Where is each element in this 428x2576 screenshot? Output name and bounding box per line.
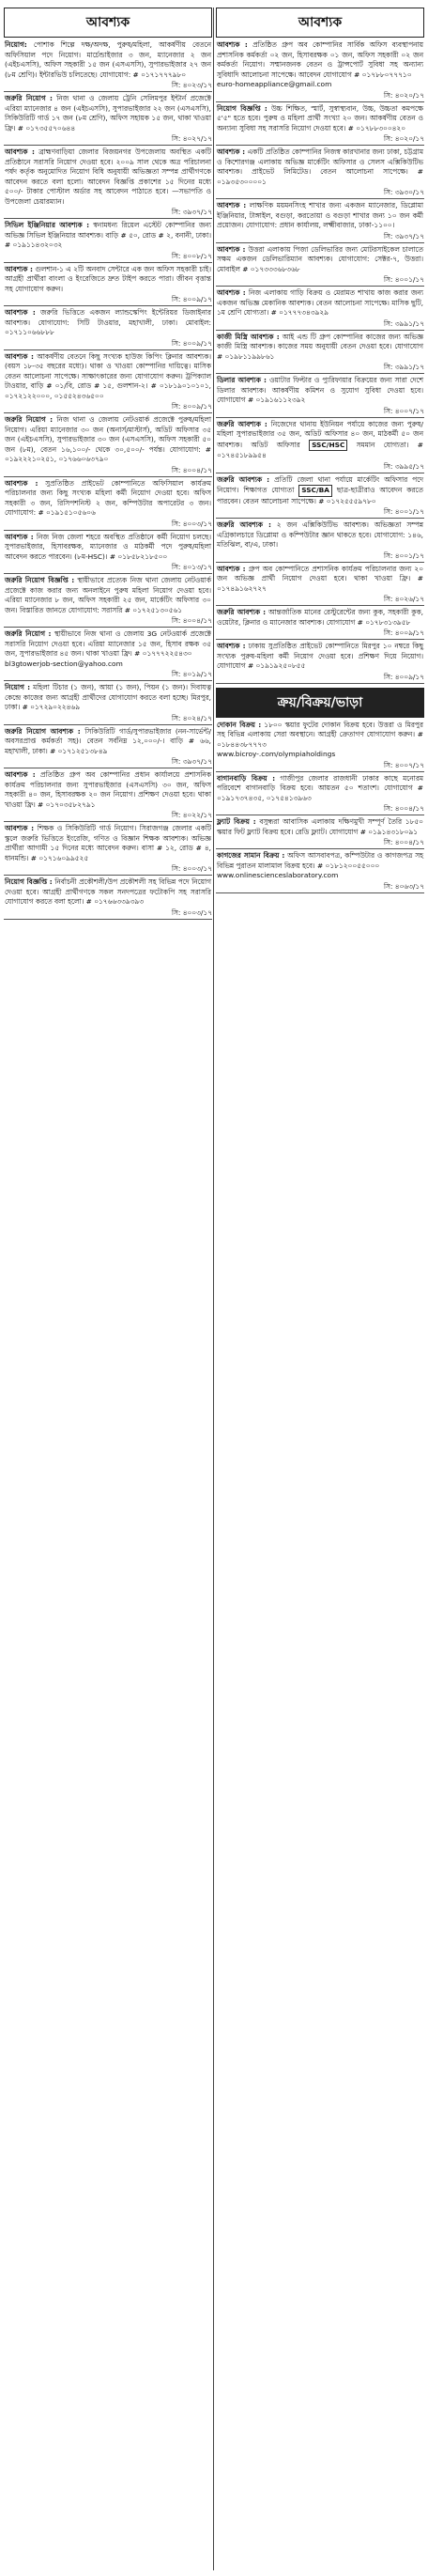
ad-title: আবশ্যক : [217,147,246,156]
ad-item [216,288,424,319]
ad-list [216,40,424,684]
ad-reference: সি: ৩৯৩৭/১৭ [171,208,212,216]
ad-divider [4,145,212,146]
ad-divider [216,605,424,606]
ad-divider [4,349,212,350]
ad-title: আবশ্যক : [5,478,38,488]
ad-divider [216,242,424,243]
column-divider [213,8,214,2570]
ad-divider [216,562,424,563]
ad-title: দোকান বিক্রয় : [217,720,262,729]
ad-body: উচ্চ শিক্ষিত, স্মার্ট, সুস্বাস্থ্যবান, উচ্চ, উচ্চতা কমপক্ষে ৫'৫" হতে হবে। পুরুষ ও মহিলা প্রার্থী সংখ্যা ২০ জন। আকর্ষণীয় বেতন ও অন্যান্য সুবিধা সহ সরাসরি নিয়োগ দেওয়া হবে। # ০১৭৮৮৩০০৪২০ [217,103,423,132]
ad-divider [4,262,212,263]
ad-reference: সি: ৪০২০/১৭ [383,134,424,143]
ad-reference: সি: ৪০০৮/১৭ [171,251,212,260]
ad-divider [4,875,212,876]
ad-body: প্রতিষ্ঠিত গ্রুপ অব কোম্পানির সার্বিক অফিস ব্যবস্থাপনায় প্রশাসনিক কর্মকর্তা ০২ জন, হিসাবরক্ষক ০১ জন, অফিস সহকারী ০২ জন কর্মকর্তা নিয়োগ। সম্মানজনক বেতন ও ট্রান্সপোর্ট সুবিধা সহ অন্যান্য সুবিধাদি আলোচনা সাপেক্ষে। আবেদন যোগাযোগ # ০১৭৮৮০৭৭৭১০ [217,40,423,79]
ad-title: জরুরি নিয়োগ আবশ্যক : [5,726,81,736]
ad-title: আবশ্যক : [5,824,35,832]
ad-body: গুলশান-১ এ ২টি অনবাদ সেন্টারে এক জন অফিস সহকারী চাই। আগ্রহী প্রার্থীরা বাংলা ও ইংরেজিতে দ্রুত টাইপ করতে পারা। জীবন বৃত্তান্ত সহ যোগাযোগ করুন। [5,264,211,293]
ad-reference: সি: ৪০০৯/১৭ [171,295,212,303]
ad-title: আবশ্যক : [217,244,246,254]
ad-item [216,642,424,673]
ad-reference: সি: ৪০০৯/১৭ [171,338,212,348]
ad-divider [216,892,424,893]
ad-item [216,721,424,761]
ad-reference: সি: ৪০০৪/১৭ [383,838,424,846]
ad-divider [4,91,212,92]
ad-title: নিয়োগ: [5,40,27,49]
ad-item [4,824,212,864]
ad-divider [4,627,212,628]
ad-divider [216,286,424,287]
ad-divider [4,218,212,219]
ad-item [4,533,212,564]
ad-item [4,877,212,908]
ad-divider [216,848,424,849]
ad-body: ঢাকায় সুপ্রতিষ্ঠিত প্রাইভেট কোম্পানিতে মিরপুর ১০ নম্বরে কিছু সংখ্যক পুরুষ-মহিলা কর্মী নিয়োগ দেওয়া হবে। প্রশিক্ষণ দিয়ে নিয়োগ। যোগাযোগ # ০১৯১৯২৫০৮৫৫ [217,642,423,670]
ad-item [4,415,212,466]
ad-divider [4,573,212,574]
ad-divider [4,919,212,920]
ad-body: উত্তরা এলাকায় পিজা ডেলিভারির জন্য মোটরসাইকেল চালাতে সক্ষম একজন ডেলিভারিম্যান আবশ্যক। যোগাযোগ: সেক্টর-৭, উত্তরা। মোবাইল # ০১৭৩৩৩৬৮৩৬৮ [217,244,423,273]
ad-reference: সি: ৪০২৪/১৭ [171,713,212,722]
ad-item [4,352,212,403]
ad-title: আবশ্যক : [5,351,34,361]
ad-body: বসুন্ধরা আবাসিক এলাকায় দক্ষিণমুখী সম্পূর্ণ তৈরি ১৮৫০ স্কয়ার ফিট ফ্ল্যাট বিক্রয় হবে। রেডি ফ্ল্যাট। যোগাযোগ # ০১৯১৪৩১৮০৯১ [217,817,423,836]
classified-heading: ক্রয়/বিক্রয়/ভাড়া [216,688,424,718]
ad-title: আবশ্যক : [217,642,246,650]
ad-reference: সি: ৪০২৭/১৭ [171,134,212,143]
left-column [4,8,212,922]
ad-reference: সি: ৪০০৯/১৭ [171,402,212,411]
ad-body: প্রতিষ্ঠিত গ্রুপ অব কোম্পানির প্রধান কার্যালয়ে প্রশাসনিক কার্যক্রম পরিচালনার জন্য সুপারভাইজার (এসএসসি) ৩০ জন, অফিস সহকারী ৪০ জন, হিসাবরক্ষক ২০ জন নিয়োগ। প্রশিক্ষণ দেওয়া হবে। থাকা খাওয়া ফ্রি। # ০১৭০৩৫৮২৭৯১ [5,770,211,809]
ad-item [216,608,424,628]
ad-reference: সি: ৪০২৬/১৭ [383,595,424,603]
ad-title: জরুরি আবশ্যক : [217,474,270,484]
ad-title: আবশ্যক : [5,264,33,273]
ad-item [216,565,424,596]
ad-reference: সি: ৪০১৩/১৭ [171,563,212,571]
ad-title: বাগানবাড়ি বিক্রয় : [217,773,276,783]
ad-title: জরুরি নিয়োগ : [5,415,54,424]
ad-list [4,40,212,920]
ad-body: নিজ থানা ও জেলায় নেটওয়ার্ক প্রজেক্টে পুরুষ/মহিলা নিয়োগ। এরিয়া ম্যানেজার ৩০ জন (অনার্স/মাস্টার্স), অডিট অফিসার ৩৫ জন (এইচএসসি), সুপারভাইজার ৩০ জন (এসএসসি), অফিস সহকারী ৫০ জন (৮ম), বেতন ১৬,১০০/- থেকে ৩০,৫০০/- পর্যন্ত। যোগাযোগ: # ০১৯২২২১০২৫১, ০১৭৬৬০৬৩৭৯০ [5,415,211,463]
ad-item [216,40,424,91]
ad-body-tail: সমমান যোগ্যতা। # ০১৭৪৫১৮৯৯৫৪ [217,440,423,459]
ad-reference: সি: ৪০০১/১৭ [383,275,424,284]
ad-body: শিক্ষক ও সিকিউরিটি গার্ড নিয়োগ। সিরাজগঞ্জ জেলার একটি স্কুলে জরুরি ভিত্তিতে ইংরেজি, গণিত ও বিজ্ঞান শিক্ষক আবশ্যক। অভিজ্ঞ প্রার্থীরা আগামী ১৫ দিনের মধ্যে আবেদন করুন। বাসা # ১২, রোড # ৪, ধানমন্ডি। # ০১৭১৬০৯৯৫২৫ [5,824,212,862]
ad-body: স্বনামধন্য রিয়েল এস্টেট কোম্পানির জন্য অভিজ্ঞ সিভিল ইঞ্জিনিয়ার আবশ্যক। বাড়ি # ৫০, রোড # ২, বনানী, ঢাকা। # ০১৯১১৪৩২০৩২ [5,221,211,249]
ad-divider [216,330,424,331]
ad-divider [4,680,212,681]
ad-title: জরুরি আবশ্যক : [217,608,267,616]
ad-reference: সি: ৪০০১/১৭ [383,507,424,516]
ad-body: অফিস আসবাবপত্র, কম্পিউটার ও কাগজপত্র সহ বিভিন্ন পুরাতন মালামাল বিক্রয় হবে। # ০১৮১২০০৫৫০০০ [217,851,423,870]
ad-item [4,308,212,339]
ad-title: আবশ্যক : [5,308,36,317]
ad-body: মহিলা টিচার (১ জন), আয়া (১ জন), পিয়ন (১ জন)। দিবাযত্ন কেন্দ্রে কাজের জন্য আগ্রহী প্রার্থীদের যোগাযোগ করতে বলা হচ্ছে। মিরপুর, ঢাকা। # ০১৭২৯০২২৪৬৯ [5,683,211,711]
ad-body: সিকিউরিটি গার্ড/সুপারভাইজার (নন-সার্ভেন্ট/অবসরপ্রাপ্ত কর্মকর্তা সহ)। বেতন সর্বনিম্ন ১২,০০০/-। বাড়ি # ৬৬, মহাখালী, ঢাকা। # ০১৭১২৫১৩৮৪৯ [5,726,211,755]
ad-title: জরুরি নিয়োগ বিজ্ঞপ্তি : [5,576,75,584]
ad-body: নিজ থানা ও জেলায় ট্রেনি সেলিমপুর ইন্টার্ন প্রজেক্টে এরিয়া ম্যানেজার ৪ জন (এইচএসসি), সুপারভাইজার ২২ জন (এসএসসি), সিকিউরিটি গার্ড ১৭ জন (৮ম শ্রেণি), অফিস সহায়ক ১৫ জন, থাকা খাওয়া ফ্রি। # ০১৭৩৫৫৭০৬৪৪ [5,94,211,132]
ad-qualification: SSC/BA [298,485,332,497]
ad-divider [4,412,212,413]
ad-divider [4,305,212,306]
ad-title: জরুরি আবশ্যক : [217,419,268,428]
ad-body: ২ জন এক্সিকিউটিভ আবশ্যক। অভিজ্ঞতা সম্পন্ন এগ্রিকালচারে ডিপ্লোমা ও কম্পিউটার জ্ঞান থাকতে হবে। যোগাযোগ: ১৪৬, মতিঝিল, বা/এ, ঢাকা। [217,520,423,549]
ad-reference: সি: ৪০০৪/১৭ [383,804,424,813]
ad-reference: সি: ৪০০৩/১৭ [171,908,212,917]
ad-item [4,479,212,520]
ad-item [4,727,212,758]
ad-title: আবশ্যক : [5,147,35,156]
ad-reference: সি: ৪০২০/১৭ [383,90,424,100]
ad-item [216,147,424,188]
ad-reference: সি: ৪০০১/১৭ [383,551,424,560]
ad-item [216,245,424,276]
ad-body: স্থায়ীভাবে প্রত্যেক নিজ থানা জেলায় নেটওয়ার্ক প্রজেক্টে কাজ করার জন্য অনলাইনে পুরুষ মহিলা নিয়োগ দেওয়া হবে। এরিয়া ম্যানেজার ৮ জন, অফিস সহকারী ২৫ জন, মার্কেটিং অফিসার ৩০ জন। বিস্তারিত জানতে যোগাযোগ: সরাসরি # ০১৭২৫১৩০৫৬১ [5,576,211,614]
ad-item [216,475,424,508]
ad-reference: সি: ৩৯৯১/১৭ [383,363,424,371]
ad-body: আকর্ষণীয় বেতনে কিছু সংখ্যক হাউজ কিপিং ক্লিনার আবশ্যক। (বয়স ১৮-৩৫ বছরের মধ্যে)। থাকা ও খাওয়া কোম্পানির দায়িত্বে। মাসিক বেতন আলোচনা সাপেক্ষে। সাক্ষাৎকারের জন্য যোগাযোগ করুন। ট্রপিক্যাল টাওয়ার, বাড়ি # ০১/বি, রোড # ১৫, গুলশান-২। # ০১৮১৯০১০১০১, ০১৭২১২২০০০, ০১৫৫২৪৩৬৫০০ [5,351,212,400]
ad-divider [216,198,424,199]
ad-item [216,774,424,805]
ad-title: আবশ্যক : [5,770,36,779]
ad-item [4,265,212,296]
ad-item [4,629,212,670]
ad-item [216,817,424,838]
ad-item [4,221,212,252]
ad-item [216,520,424,551]
ad-divider [216,639,424,640]
section-heading: আবশ্যক [4,8,212,38]
ad-item [4,147,212,208]
ad-email: bl3gtowerjob-section@yahoo.com [5,659,123,668]
ad-reference: সি: ৪০০৪/১৭ [171,616,212,625]
ad-item [216,201,424,232]
ad-item [4,683,212,714]
ad-body: আন্তর্জাতিক মানের রেস্টুরেন্টের জন্য কুক, সহকারী কুক, ওয়েটার, ক্লিনার ও ম্যানেজার আবশ্যক। যোগাযোগ # ০১৭৮৩১৩৯৫৮ [217,608,423,627]
ad-reference: সি: ৪০০৯/১৭ [383,672,424,681]
ad-body: প্রতিটি জেলা থানা পর্যায়ে মার্কেটিং অফিসার পদে নিয়োগ। শিক্ষাগত যোগ্যতা [217,474,424,494]
ad-divider [216,518,424,519]
ad-email: euro-homeappliance@gmail.com [217,80,332,88]
ad-divider [4,530,212,531]
ad-divider [4,476,212,477]
ad-body: ব্রাহ্মণবাড়িয়া জেলার বিজয়নগর উপজেলায় অবস্থিত একটি প্রতিষ্ঠানে সরাসরি নিয়োগ দেওয়া হবে। ২০০৯ সাল থেকে অত্র পরিচালনা পর্ষদ কর্তৃক অনুমোদিত নিয়োগ বিধি অনুযায়ী অভিজ্ঞতা সম্পন্ন প্রার্থীগণকে আবেদন করতে বলা হলো। আবেদন বিজ্ঞপ্তি প্রকাশের ১৫ দিনের মধ্যে ৫০০/- টাকার পোস্টাল অর্ডার সহ আবেদন পাঠাতে হবে। —সভাপতি ও উপজেলা চেয়ারম্যান। [5,147,211,206]
ad-body: গ্রুপ অব কোম্পানিতে প্রশাসনিক কার্যক্রম পরিচালনার জন্য ২০ জন অভিজ্ঞ প্রার্থী নিয়োগ দেওয়া হবে। থাকা খাওয়া ফ্রি। # ০১৭৪৯১৬২৭২৭ [217,564,423,593]
ad-divider [216,373,424,374]
ad-body: পোশাক শিল্পে দক্ষ/অদক্ষ, পুরুষ/মহিলা, আকর্ষণীয় বেতনে অফিসিয়াল পদে নিয়োগ। মার্চেন্ডাইজার ৩ জন, ম্যানেজার ২ জন (এইচএসসি), অফিস সহকারী ১৫ জন (এসএসসি), সুপারভাইজার ২৭ জন (৮ম শ্রেণি)। ইন্টারভিউ চলিতেছে। যোগাযোগ: # ০১৭১৭৭৭৯৮০ [5,40,211,79]
ad-title: আবশ্যক : [217,564,246,573]
ad-title: জরুরি নিয়োগ : [5,629,52,638]
ad-title: নিয়োগ বিজ্ঞপ্তি : [5,877,53,886]
ad-title: আবশ্যক : [217,288,246,297]
classified-list [216,721,424,893]
ad-divider [216,417,424,418]
ad-reference: সি: ৪০৬৩/১৭ [383,881,424,891]
ad-item [4,94,212,134]
ad-body: সুপ্রতিষ্ঠিত প্রাইভেট কোম্পানিতে অফিসিয়াল কার্যক্রম পরিচালনার জন্য কিছু সংখ্যক মহিলা কর্মী নিয়োগ দেওয়া হবে। অফিস সহকারী ৩ জন, রিসিপশনিস্ট ২ জন, কম্পিউটার অপারেটর ৩ জন। যোগাযোগ: # ০১৯১৫১০৫৬০৬ [5,478,211,517]
ad-divider [216,101,424,102]
ad-reference: সি: ৪০০৩/১৭ [171,864,212,873]
ad-title: আবশ্যক : [5,532,34,541]
ad-reference: সি: ৪০০৪/১৭ [171,465,212,474]
ad-body: নিজ নিজ জেলা শহরে অবস্থিত প্রতিষ্ঠানে কর্মী নিয়োগ চলছে। সুপারভাইজার, হিসাবরক্ষক, ম্যানেজার ও মাঠকর্মী পদে পুরুষ/মহিলা আবেদন করতে পারবেন। (৮ম-HSC)। # ০১৮৫৮২১৮৫০০ [5,532,211,561]
ad-body: আই এন্ড টি গ্রুপ কোম্পানির কাজের জন্য অভিজ্ঞ কাজী মিস্ত্রি আবশ্যক। কাজের সময় অনুযায়ী বেতন দেওয়া হবে। যোগাযোগ # ০১৯৮১১৯৯৮৬১ [217,332,423,361]
ad-title: ডিলার আবশ্যক : [217,376,268,384]
ad-reference: সি: ৪০০৯/১৭ [383,628,424,637]
ad-reference: সি: ৪০২৩/১৭ [171,81,212,89]
ad-body: ওয়াটার ফিল্টার ও প্যুরিফায়ার বিক্রয়ের জন্য সারা দেশে ডিলার আবশ্যক। আকর্ষণীয় কমিশন ও সুযোগ সুবিধা দেওয়া হবে। যোগাযোগ # ০১৯১৬১১২৩৯২ [217,376,424,404]
ad-item [216,104,424,135]
ad-reference: সি: ৩৯৩০/১৭ [383,188,424,196]
ad-body: নিজেদের থানায় ইউনিয়ন পর্যায়ে কাজের জন্য পুরুষ/মহিলা সুপারভাইজার ৩৫ জন, অডিট অফিসার ৪০ জন, মাঠকর্মী ৫০ জন আবশ্যক। অডিট অফিসার [217,419,423,449]
ad-divider [216,683,424,684]
ad-item [216,851,424,882]
ad-title: সিভিল ইঞ্জিনিয়ার আবশ্যক : [5,221,90,229]
ad-item [4,576,212,616]
ad-reference: সি: ৪০০৭/১৭ [383,406,424,415]
ad-email: www.bicroy-.com/olympiaholdings [217,750,336,758]
ad-item [216,420,424,462]
ad-body: ১৮০০ স্কয়ার ফুটের দোকান বিক্রয় হবে। উত্তরা ও মিরপুর সহ বিভিন্ন এলাকায় সেরা অবস্থানে। আগ্রহী ক্রেতাগণ যোগাযোগ করুন। # ০১৮৪৪৩৮৭৭৭৩ [217,720,423,749]
ad-item [4,770,212,811]
ad-title: জরুরি আবশ্যক : [217,520,271,529]
ad-qualification: SSC/HSC [309,440,347,452]
ad-title: আবশ্যক : [217,40,248,49]
ad-divider [4,821,212,822]
ad-body: নিজ এলাকায় গাড়ি বিক্রয় ও মেরামত শাখায় কাজ করার জন্য একজন অভিজ্ঞ মেকানিক আবশ্যক। বেতন আলোচনা সাপেক্ষে। মাসিক ছুটি, ১ম শ্রেণি যোগ্যতা। # ০১৭৭৭৩৪৩৯২৯ [217,288,423,317]
ad-reference: সি: ৪০২২/১৭ [171,811,212,819]
ad-reference: সি: ৪০১৯/১৭ [171,670,212,678]
ad-email: www.onlinescienceslaboratory.com [217,871,339,879]
ad-body: নির্বাচনী প্রকৌশলী/উপ প্রকৌশলী সহ বিভিন্ন পদে নিয়োগ দেওয়া হবে। আগ্রহী প্রার্থীগণকে সকল সনদপত্রের ফটোকপি সহ সরাসরি যোগাযোগ করতে বলা হলো। # ০১৭৬৬৩৩৯৩৯৩ [5,877,211,906]
ad-body: একটি প্রতিষ্ঠিত কোম্পানির নিজস্ব কারখানার জন্য ঢাকা, চট্টগ্রাম ও কিশোরগঞ্জ এলাকায় অভিজ্ঞ মার্কেটিং অফিসার ও সেলস এক্সিকিউটিভ আবশ্যক। প্রাইভেট লিমিটেড। বেতন আলোচনা সাপেক্ষে। # ০১৯৩৫৩০০০০১ [217,147,423,186]
ad-title: কাজী মিস্ত্রি আবশ্যক : [217,332,280,341]
ad-title: ফ্ল্যাট বিক্রয় : [217,817,256,826]
section-heading: আবশ্যক [216,8,424,38]
ad-reference: সি: ৩৯৯৫/১৭ [383,461,424,471]
ad-reference: সি: ৪০০৩/১৭ [171,519,212,528]
right-column [216,8,424,895]
ad-item [216,376,424,407]
ad-body: লাক্ষণিক ময়মনসিংহ শাখার জন্য একজন ম্যানেজার, ডিপ্লোমা ইঞ্জিনিয়ার, টাঙ্গাইল, বগুড়া, করতোয়া ও বগুড়া শাখার জন্য ১০ জন কর্মী প্রয়োজন। যোগাযোগ: প্রধান কার্যালয়, লক্ষ্মীবাজার, ঢাকা-১১০০। [217,201,423,229]
ad-title: জরুরি নিয়োগ : [5,94,53,102]
ad-body: গাজীপুর জেলার রাজধানী ঢাকার কাছে মনোরম পরিবেশে বাগানবাড়ি বিক্রয় হবে। আয়তন ৫০ শতাংশ। যোগাযোগ # ০১৯১৭৩৭৪৩৫, ০১৭৫৪১৩৯৬৩ [217,773,423,802]
ad-body-tail: ছাত্র-ছাত্রীরাও আবেদন করতে পারবেন। বেতন আলোচনা সাপেক্ষে। # ০১৭২৫৫৫৯৭৮০ [217,486,423,505]
ad-reference: সি: ৩৯৩৭/১৭ [171,757,212,766]
ad-divider [216,771,424,772]
ad-item [216,333,424,364]
ad-title: আবশ্যক : [217,201,247,209]
ad-body: জরুরি ভিত্তিতে একজন ল্যান্ডস্কেপিং ইন্টেরিয়র ডিজাইনার আবশ্যক। যোগাযোগ: সিটি টাওয়ার, মহাখালী, ঢাকা। মোবাইল: ০১৭১১০৬৬৮৮৮ [5,308,211,336]
ad-title: নিয়োগ বিজ্ঞপ্তি : [217,103,268,113]
ad-title: নিয়োগ : [5,683,31,691]
ad-divider [216,145,424,146]
ad-body: স্থায়ীভাবে নিজ থানা ও জেলায় 3G নেটওয়ার্ক প্রজেক্টে সরাসরি নিয়োগ দেওয়া হবে। এরিয়া ম্যানেজার ১৫ জন, হিসাব রক্ষক ৩৫ জন, সুপারভাইজার ৪৫ জন। থাকা খাওয়া ফ্রি। # ০১৭৭৭২২৫৪৩০ [5,629,211,658]
ad-reference: সি: ৩৯৩৭/১৭ [383,231,424,241]
ad-reference: সি: ৪০০৭/১৭ [383,760,424,769]
ad-divider [4,724,212,725]
ad-title: কাগজের সামান বিক্রয় : [217,851,285,860]
ad-item [4,40,212,81]
ad-reference: সি: ৩৯৯১/১৭ [383,318,424,328]
